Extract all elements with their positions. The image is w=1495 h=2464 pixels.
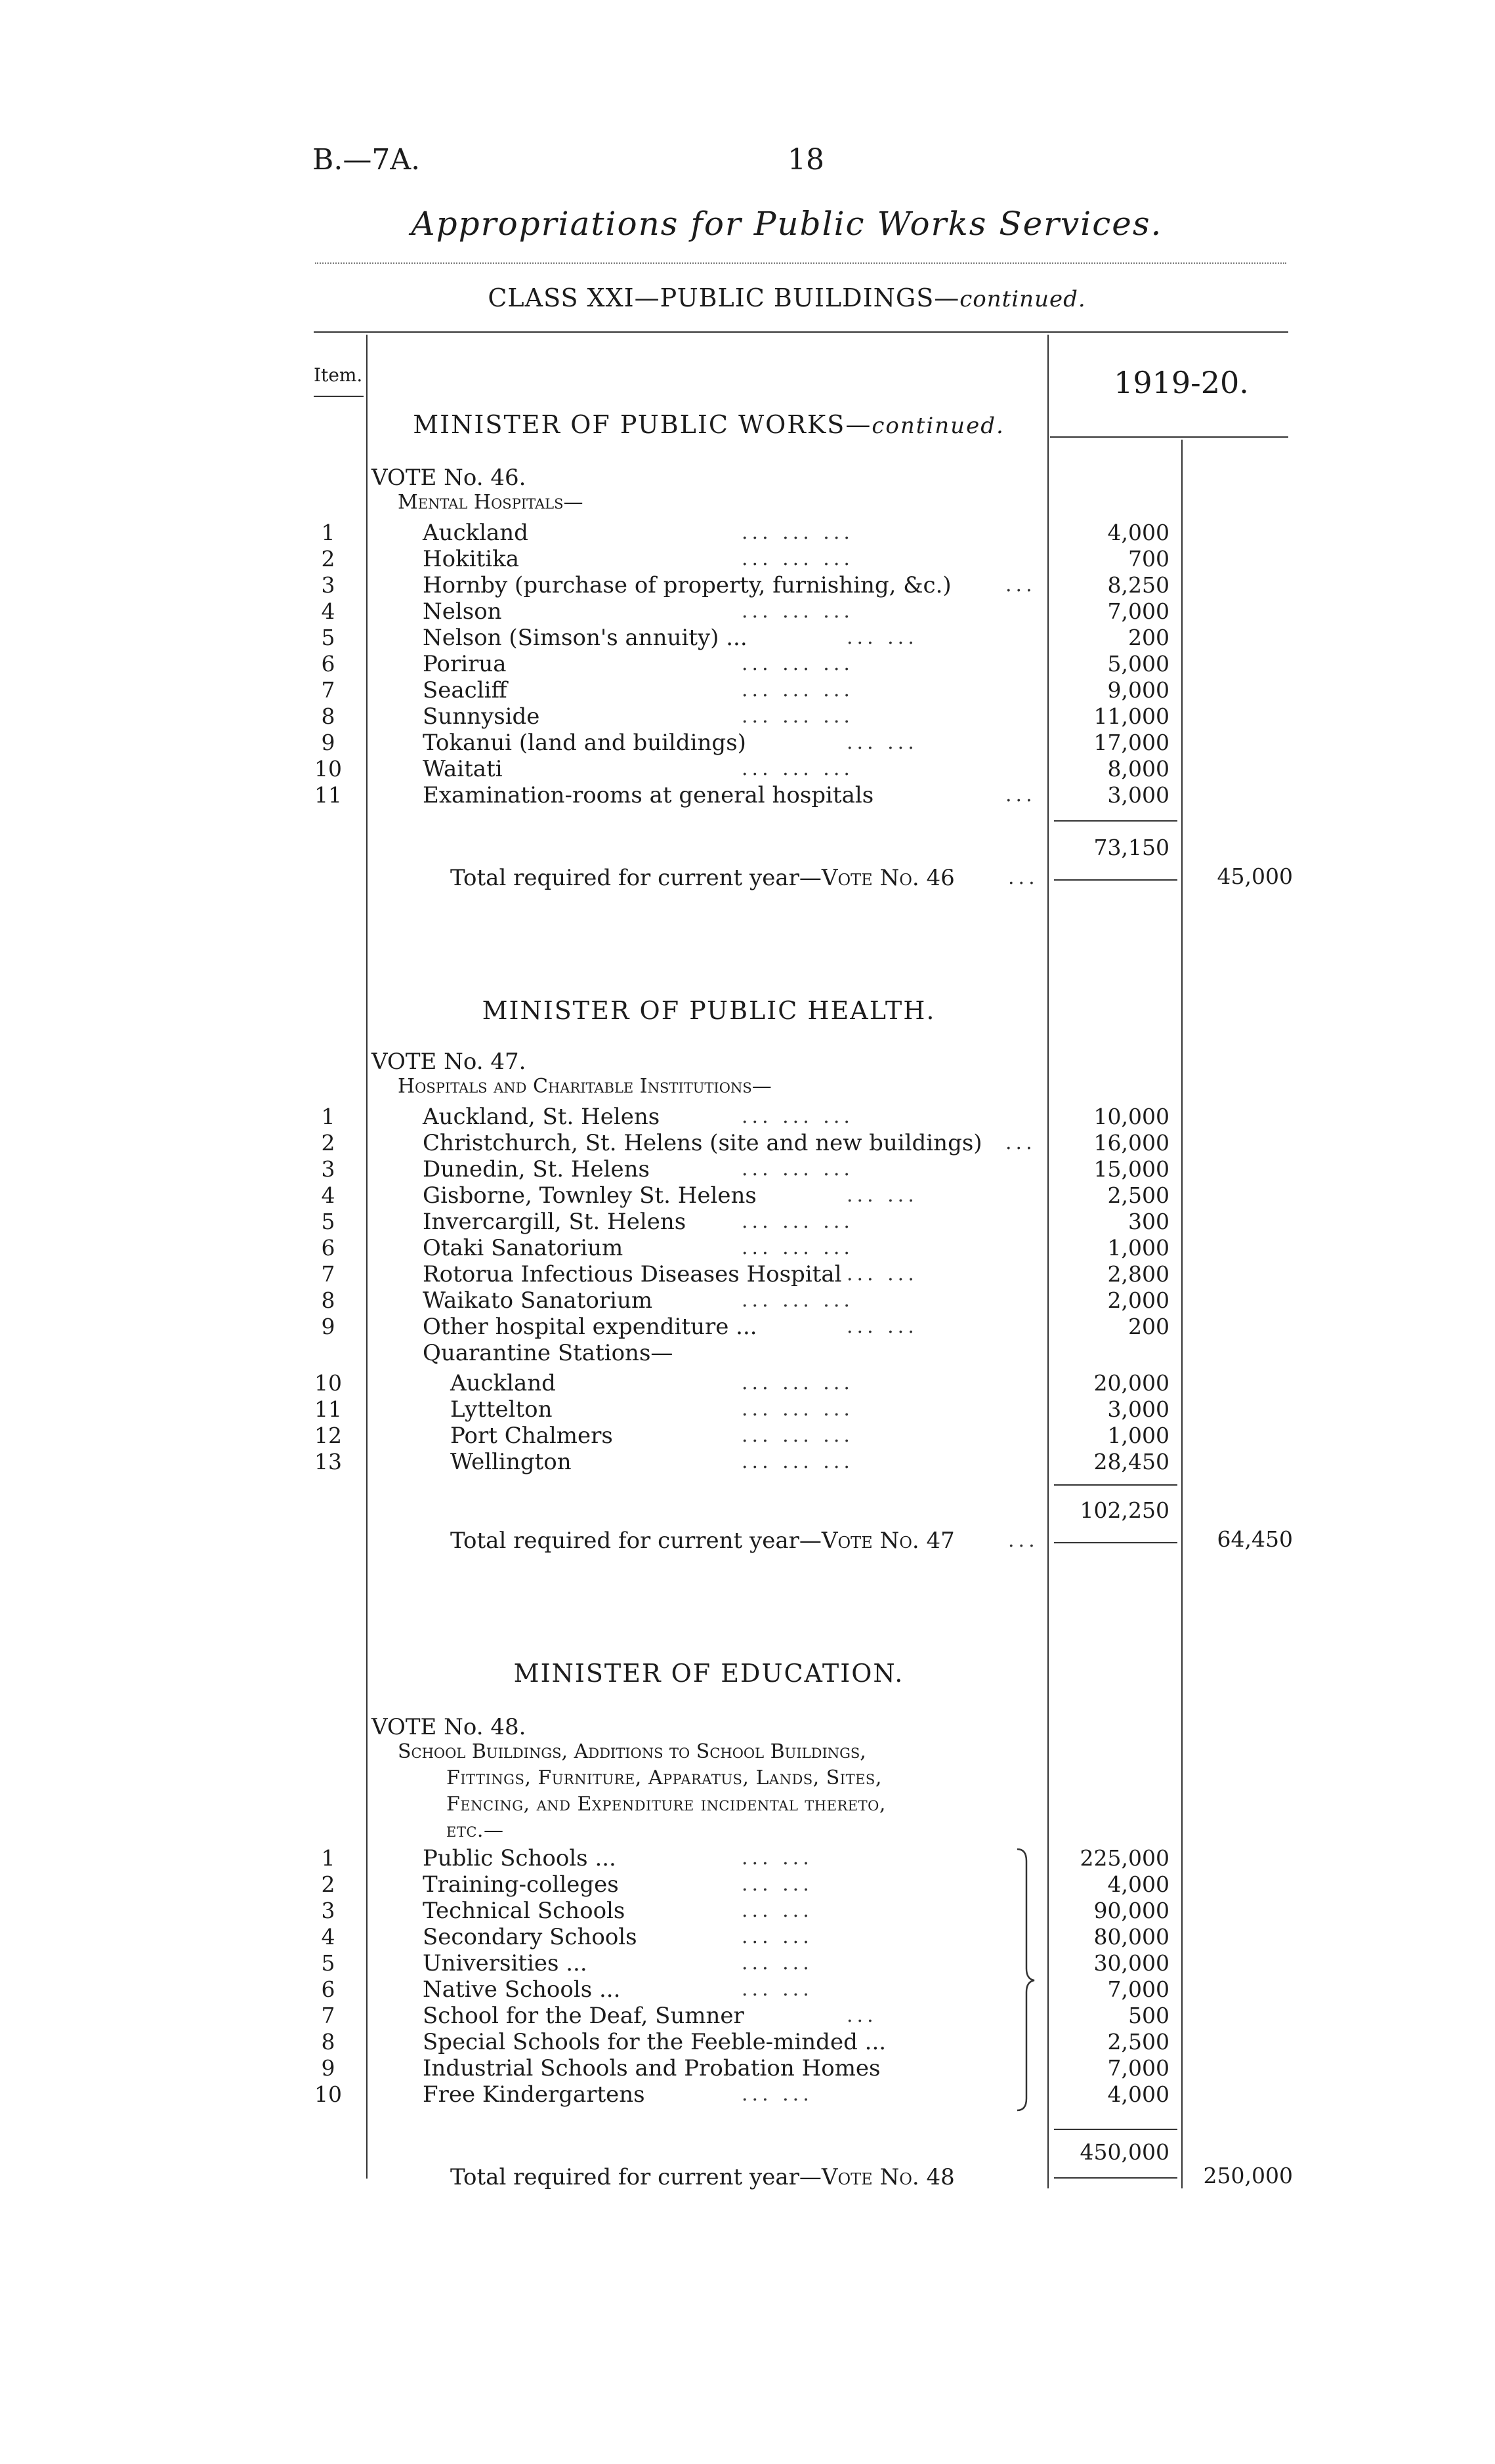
- vote-48-grand-total: 250,000: [1203, 2163, 1293, 2188]
- leader-dots: ... ...: [742, 1847, 813, 1869]
- item-amount: 7,000: [1107, 1976, 1169, 2002]
- item-amount: 90,000: [1093, 1898, 1169, 1923]
- item-amount: 2,500: [1107, 1182, 1169, 1208]
- grouping-brace: [1015, 1845, 1041, 2114]
- item-label: Special Schools for the Feeble-minded ...: [423, 2029, 887, 2055]
- leader-dots: ... ...: [742, 1899, 813, 1922]
- item-label: School for the Deaf, Sumner: [423, 2003, 744, 2029]
- item-number: 2: [321, 1130, 335, 1156]
- item-number: 1: [321, 1845, 335, 1871]
- item-label: Porirua: [423, 651, 507, 677]
- item-number: 11: [314, 782, 342, 808]
- item-label-text: Auckland: [423, 520, 528, 546]
- vote-46-subtotal: 73,150: [1093, 835, 1169, 860]
- leader-dots: ...: [1005, 1131, 1036, 1154]
- item-label: Technical Schools: [423, 1898, 625, 1924]
- item-number: 8: [321, 1287, 335, 1313]
- item-label: Wellington: [450, 1449, 572, 1475]
- vote-48-category-line-3: Fencing, and Expenditure incidental thereto,: [446, 1793, 886, 1816]
- total-label-vote: Vote No. 48: [821, 2164, 955, 2190]
- leader-dots: ... ... ...: [742, 652, 854, 675]
- item-amount: 300: [1128, 1209, 1169, 1234]
- item-number: 3: [321, 1898, 335, 1923]
- document-code: B.—7A.: [312, 143, 421, 177]
- item-amount: 20,000: [1093, 1370, 1169, 1396]
- total-label-text: Total required for current year—: [450, 2164, 822, 2190]
- class-heading: [0, 283, 1495, 312]
- leader-dots: ... ... ...: [742, 1158, 854, 1180]
- item-number: 8: [321, 2029, 335, 2055]
- quarantine-subheading: Quarantine Stations—: [423, 1340, 673, 1366]
- vote-48-heading: VOTE No. 48.: [371, 1714, 526, 1740]
- item-amount: 15,000: [1093, 1156, 1169, 1182]
- item-header-underline: [314, 396, 364, 397]
- item-column-header: Item.: [314, 364, 363, 386]
- item-label: Gisborne, Townley St. Helens: [423, 1182, 757, 1209]
- total-rule: [1054, 879, 1177, 881]
- vote-47-grand-total: 64,450: [1217, 1526, 1293, 1552]
- item-amount: 7,000: [1107, 598, 1169, 624]
- item-label: Hornby (purchase of property, furnishing, &c.): [423, 572, 952, 598]
- item-label: Industrial Schools and Probation Homes: [423, 2055, 881, 2081]
- item-label: Rotorua Infectious Diseases Hospital: [423, 1261, 842, 1287]
- item-number: 12: [314, 1423, 342, 1448]
- subtotal-rule: [1054, 1484, 1177, 1486]
- leader-dots: ... ...: [847, 1315, 918, 1338]
- item-amount: 500: [1128, 2003, 1169, 2028]
- item-number: 9: [321, 2055, 335, 2081]
- item-number: 10: [314, 1370, 342, 1396]
- leader-dots: ... ... ...: [742, 1236, 854, 1259]
- leader-dots: ...: [1008, 1529, 1039, 1552]
- item-amount: 1,000: [1107, 1235, 1169, 1261]
- vote-46-heading: VOTE No. 46.: [371, 465, 526, 491]
- item-amount: 8,250: [1107, 572, 1169, 598]
- leader-dots: ... ...: [742, 2083, 813, 2106]
- vote-46-category: Mental Hospitals—: [398, 491, 583, 514]
- item-number: 10: [314, 756, 342, 782]
- item-number: 10: [314, 2081, 342, 2107]
- page-number: 18: [788, 143, 824, 177]
- item-number: 1: [321, 1104, 335, 1129]
- item-amount: 700: [1128, 546, 1169, 572]
- year-header-underline: [1050, 436, 1288, 438]
- total-label-vote: Vote No. 46: [821, 865, 955, 891]
- item-amount: 9,000: [1107, 677, 1169, 703]
- leader-dots: ... ... ...: [742, 1210, 854, 1233]
- item-number: 6: [321, 1235, 335, 1261]
- item-label: Sunnyside: [423, 703, 540, 730]
- item-label: Lyttelton: [450, 1396, 553, 1423]
- item-number: 3: [321, 1156, 335, 1182]
- item-number: 9: [321, 730, 335, 755]
- vote-48-category-line-1: School Buildings, Additions to School Buildings,: [398, 1740, 866, 1763]
- item-amount: 17,000: [1093, 730, 1169, 755]
- subtotal-rule: [1054, 820, 1177, 822]
- total-rule: [1054, 2177, 1177, 2179]
- item-label: Otaki Sanatorium: [423, 1235, 623, 1261]
- item-amount: 200: [1128, 1314, 1169, 1339]
- leader-dots: ... ...: [742, 1978, 813, 2001]
- item-label: Christchurch, St. Helens (site and new buildings): [423, 1130, 982, 1156]
- item-amount: 2,500: [1107, 2029, 1169, 2055]
- leader-dots: ... ... ...: [742, 1398, 854, 1421]
- item-number: 2: [321, 1871, 335, 1897]
- item-label: Universities ...: [423, 1950, 587, 1976]
- item-number: 1: [321, 520, 335, 545]
- item-number: 8: [321, 703, 335, 729]
- leader-dots: ... ...: [847, 1184, 918, 1207]
- leader-dots: ... ... ...: [742, 1105, 854, 1128]
- item-amount: 7,000: [1107, 2055, 1169, 2081]
- item-amount: 5,000: [1107, 651, 1169, 677]
- item-label: Invercargill, St. Helens: [423, 1209, 686, 1235]
- item-number: 5: [321, 625, 335, 650]
- vote-47-total-label: [450, 1528, 955, 1554]
- item-amount: 4,000: [1107, 520, 1169, 545]
- item-label: Auckland, St. Helens: [423, 1104, 660, 1130]
- leader-dots: ... ... ...: [742, 1450, 854, 1473]
- item-column-divider: [366, 335, 368, 2179]
- leader-dots: ... ...: [742, 1925, 813, 1948]
- total-label-text: Total required for current year—: [450, 865, 822, 891]
- item-number: 4: [321, 1924, 335, 1950]
- leader-dots: ...: [1005, 783, 1036, 806]
- item-amount: 10,000: [1093, 1104, 1169, 1129]
- vote-47-subtotal: 102,250: [1080, 1497, 1169, 1523]
- leader-dots: ... ... ...: [742, 1371, 854, 1394]
- total-label-vote: Vote No. 47: [821, 1528, 955, 1554]
- vote-47-heading: VOTE No. 47.: [371, 1049, 526, 1075]
- leader-dots: ... ... ...: [742, 600, 854, 623]
- item-label: Auckland: [450, 1370, 556, 1396]
- leader-dots: ... ... ...: [742, 1424, 854, 1447]
- minister-heading-continued: continued.: [872, 413, 1005, 439]
- table-top-rule: [314, 331, 1288, 333]
- item-amount: 8,000: [1107, 756, 1169, 782]
- item-label: Dunedin, St. Helens: [423, 1156, 650, 1182]
- title-divider: [315, 262, 1286, 264]
- item-number: 7: [321, 2003, 335, 2028]
- minister-heading-public-works: [368, 410, 1050, 439]
- vote-46-total-label: [450, 865, 955, 891]
- leader-dots: ... ... ...: [742, 705, 854, 728]
- subtotal-rule: [1054, 2129, 1177, 2130]
- item-amount: 80,000: [1093, 1924, 1169, 1950]
- vote-46-grand-total: 45,000: [1217, 864, 1293, 889]
- item-number: 7: [321, 677, 335, 703]
- item-label: Seacliff: [423, 677, 507, 703]
- leader-dots: ... ... ...: [742, 679, 854, 701]
- item-label: Waikato Sanatorium: [423, 1287, 653, 1314]
- item-label: Native Schools ...: [423, 1976, 621, 2003]
- item-amount: 30,000: [1093, 1950, 1169, 1976]
- leader-dots: ... ... ...: [742, 521, 854, 544]
- item-number: 5: [321, 1209, 335, 1234]
- item-label: Secondary Schools: [423, 1924, 637, 1950]
- item-label: Training-colleges: [423, 1871, 619, 1898]
- amount-column-left-rule: [1047, 335, 1049, 2188]
- leader-dots: ... ...: [742, 1873, 813, 1896]
- item-amount: 200: [1128, 625, 1169, 650]
- item-number: 6: [321, 651, 335, 677]
- leader-dots: ... ...: [847, 731, 918, 754]
- item-amount: 16,000: [1093, 1130, 1169, 1156]
- item-amount: 2,000: [1107, 1287, 1169, 1313]
- vote-47-category: Hospitals and Charitable Institutions—: [398, 1075, 772, 1098]
- item-amount: 3,000: [1107, 1396, 1169, 1422]
- item-label: Nelson (Simson's annuity) ...: [423, 625, 748, 651]
- item-number: 9: [321, 1314, 335, 1339]
- leader-dots: ... ... ...: [742, 1289, 854, 1312]
- item-number: 3: [321, 572, 335, 598]
- leader-dots: ... ... ...: [742, 757, 854, 780]
- item-amount: 4,000: [1107, 1871, 1169, 1897]
- item-label: Nelson: [423, 598, 502, 625]
- leader-dots: ...: [847, 2004, 877, 2027]
- item-label: Port Chalmers: [450, 1423, 613, 1449]
- item-number: 4: [321, 598, 335, 624]
- leader-dots: ... ...: [847, 1263, 918, 1285]
- item-amount: 225,000: [1080, 1845, 1169, 1871]
- class-heading-continued: continued.: [959, 286, 1086, 312]
- total-rule: [1054, 1542, 1177, 1543]
- item-amount: 1,000: [1107, 1423, 1169, 1448]
- item-label: Other hospital expenditure ...: [423, 1314, 757, 1340]
- item-number: 13: [314, 1449, 342, 1474]
- minister-heading-name: MINISTER OF PUBLIC WORKS—: [413, 410, 872, 439]
- class-heading-main: CLASS XXI—PUBLIC BUILDINGS—: [488, 283, 960, 312]
- amount-column-right-rule: [1181, 440, 1183, 2188]
- item-number: 5: [321, 1950, 335, 1976]
- total-label-text: Total required for current year—: [450, 1528, 822, 1554]
- item-number: 2: [321, 546, 335, 572]
- item-label: [423, 520, 528, 546]
- item-label: Hokitika: [423, 546, 520, 572]
- item-label: Examination-rooms at general hospitals: [423, 782, 874, 808]
- item-amount: 3,000: [1107, 782, 1169, 808]
- item-label: Public Schools ...: [423, 1845, 616, 1871]
- vote-48-total-label: [450, 2164, 955, 2190]
- item-amount: 28,450: [1093, 1449, 1169, 1474]
- minister-heading-public-health: MINISTER OF PUBLIC HEALTH.: [482, 996, 936, 1025]
- item-label: Tokanui (land and buildings): [423, 730, 746, 756]
- vote-48-category-line-4: etc.—: [446, 1819, 504, 1842]
- vote-48-category-line-2: Fittings, Furniture, Apparatus, Lands, Sites,: [446, 1766, 882, 1789]
- leader-dots: ...: [1005, 574, 1036, 596]
- item-number: 4: [321, 1182, 335, 1208]
- leader-dots: ...: [1008, 866, 1039, 889]
- item-label: Free Kindergartens: [423, 2081, 645, 2108]
- page-title: Appropriations for Public Works Services.: [411, 205, 1163, 243]
- item-amount: 4,000: [1107, 2081, 1169, 2107]
- item-number: 6: [321, 1976, 335, 2002]
- item-amount: 11,000: [1093, 703, 1169, 729]
- leader-dots: ... ...: [742, 1952, 813, 1974]
- minister-heading-education: MINISTER OF EDUCATION.: [513, 1659, 904, 1688]
- item-number: 7: [321, 1261, 335, 1287]
- vote-48-subtotal: 450,000: [1080, 2139, 1169, 2165]
- item-label: Waitati: [423, 756, 503, 782]
- item-number: 11: [314, 1396, 342, 1422]
- leader-dots: ... ... ...: [742, 547, 854, 570]
- leader-dots: ... ...: [847, 626, 918, 649]
- year-column-header: 1919-20.: [1114, 365, 1249, 400]
- item-amount: 2,800: [1107, 1261, 1169, 1287]
